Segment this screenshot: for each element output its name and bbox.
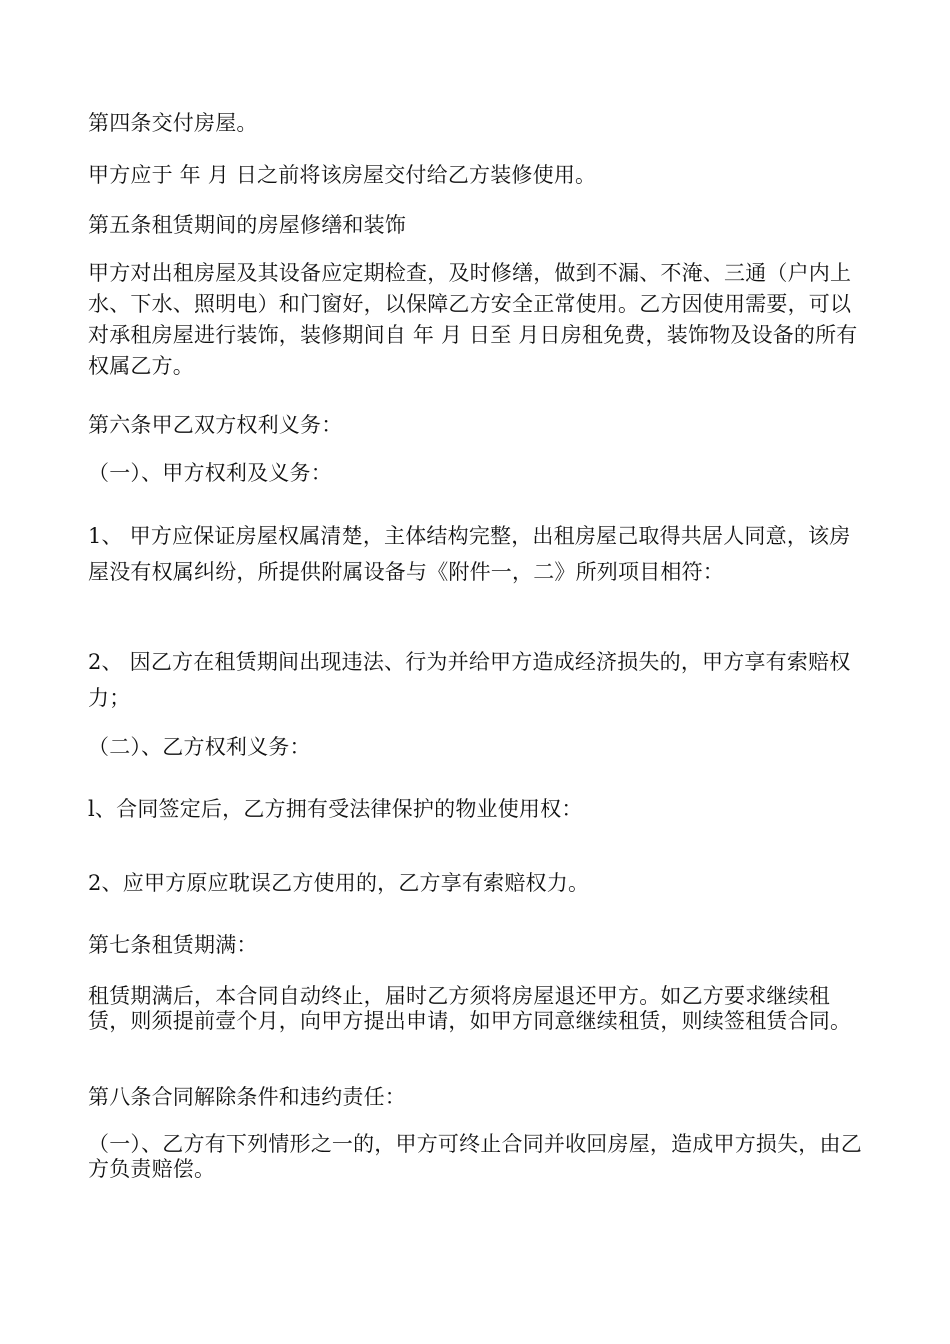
section-landlord-rights: （一）、甲方权利及义务： <box>88 461 332 485</box>
article-5-heading: 第五条租赁期间的房屋修缮和装饰 <box>88 213 406 237</box>
article-7-heading: 第七条租赁期满： <box>88 933 258 957</box>
tenant-item-2: 2、应甲方原应耽误乙方使用的，乙方享有索赔权力。 <box>88 871 590 895</box>
tenant-item-1: l、合同签定后，乙方拥有受法律保护的物业使用权： <box>88 797 583 821</box>
section-tenant-rights: （二）、乙方权利义务： <box>88 735 311 759</box>
article-4-body: 甲方应于 年 月 日之前将该房屋交付给乙方装修使用。 <box>88 163 597 187</box>
landlord-item-1: 1、 甲方应保证房屋权属清楚，主体结构完整，出租房屋己取得共居人同意，该房屋没有权属纠纷，所提供附属设备与《附件一，二》所列项目相符： <box>88 524 851 584</box>
article-7-body: 租赁期满后，本合同自动终止，届时乙方须将房屋退还甲方。如乙方要求继续租赁，则须提前壹个月，向甲方提出申请，如甲方同意继续租赁，则续签租赁合同。 <box>88 984 852 1033</box>
landlord-item-2: 2、 因乙方在租赁期间出现违法、行为并给甲方造成经济损失的，甲方享有索赔权力； <box>88 650 851 710</box>
article-8-item-1: （一）、乙方有下列情形之一的，甲方可终止合同并收回房屋，造成甲方损失，由乙方负责赔偿。 <box>88 1132 862 1181</box>
article-5-body: 甲方对出租房屋及其设备应定期检查，及时修缮，做到不漏、不淹、三通（户内上水、下水、照明电）和门窗好，以保障乙方安全正常使用。乙方因使用需要，可以对承租房屋进行装饰，装修期间自 年 月 日至 月日房租免费，装饰物及设备的所有权属乙方。 <box>88 261 858 378</box>
article-4-heading: 第四条交付房屋。 <box>88 111 258 135</box>
article-8-heading: 第八条合同解除条件和违约责任： <box>88 1085 406 1109</box>
article-6-heading: 第六条甲乙双方权利义务： <box>88 413 343 437</box>
